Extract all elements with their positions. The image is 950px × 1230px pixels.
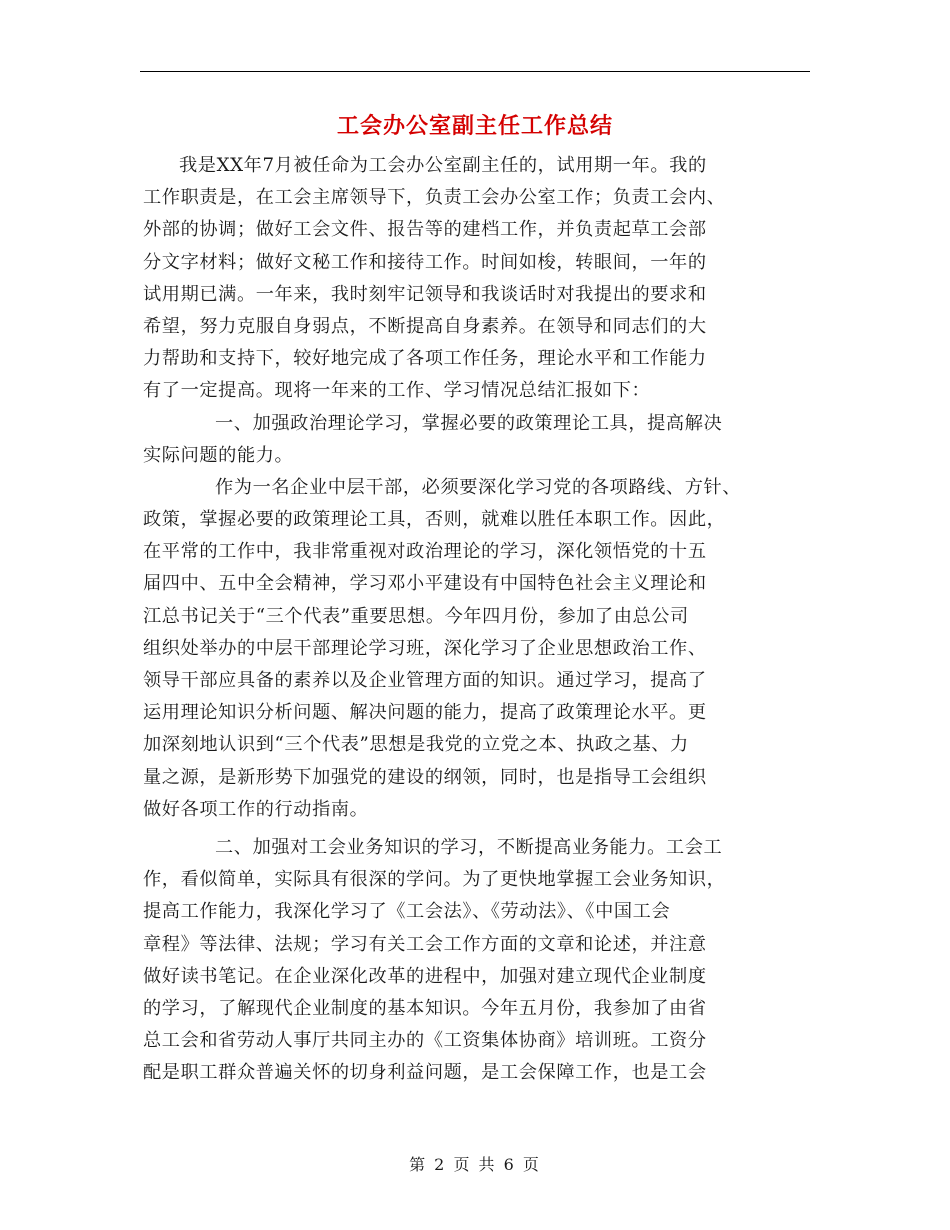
text-line: 加深刻地认识到“三个代表”思想是我党的立党之本、执政之基、力 xyxy=(143,734,689,756)
text-line: 试用期已满。一年来，我时刻牢记领导和我谈话时对我提出的要求和 xyxy=(143,283,707,305)
text-line: 有了一定提高。现将一年来的工作、学习情况总结汇报如下： xyxy=(143,380,651,402)
text-line: 分文字材料；做好文秘工作和接待工作。时间如梭，转眼间，一年的 xyxy=(143,251,707,273)
text-line: 领导干部应具备的素养以及企业管理方面的知识。通过学习，提高了 xyxy=(143,670,707,691)
page-number: 第 2 页 共 6 页 xyxy=(409,1155,541,1174)
text-line: 章程》等法律、法规；学习有关工会工作方面的文章和论述，并注意 xyxy=(143,933,707,955)
text-line: 组织处举办的中层干部理论学习班，深化学习了企业思想政治工作、 xyxy=(143,637,707,659)
text-line: 配是职工群众普遍关怀的切身利益问题，是工会保障工作，也是工会 xyxy=(143,1062,707,1084)
text-line: 运用理论知识分析问题、解决问题的能力，提高了政策理论水平。更 xyxy=(143,702,707,724)
document-body xyxy=(143,150,811,1089)
section-heading-line: 一、加强政治理论学习，掌握必要的政策理论工具，提高解决 xyxy=(215,412,723,434)
text-line: 提高工作能力，我深化学习了《工会法》、《劳动法》、《中国工会 xyxy=(143,901,671,923)
text-line: 作，看似简单，实际具有很深的学问。为了更快地掌握工会业务知识， xyxy=(143,869,726,891)
text-line: 工作职责是，在工会主席领导下，负责工会办公室工作；负责工会内、 xyxy=(143,187,726,209)
text-line: 作为一名企业中层干部，必须要深化学习党的各项路线、方针、 xyxy=(215,476,742,498)
text-line: 在平常的工作中，我非常重视对政治理论的学习，深化领悟党的十五 xyxy=(143,541,707,563)
text-line: 江总书记关于“三个代表”重要思想。今年四月份，参加了由总公司 xyxy=(143,605,689,627)
document-title: 工会办公室副主任工作总结 xyxy=(336,113,613,139)
text-line: 政策，掌握必要的政策理论工具，否则，就难以胜任本职工作。因此， xyxy=(143,509,726,531)
text-line: 我是XX年7月被任命为工会办公室副主任的，试用期一年。我的 xyxy=(179,155,707,176)
section-heading-line: 实际问题的能力。 xyxy=(143,444,294,466)
text-line: 届四中、五中全会精神，学习邓小平建设有中国特色社会主义理论和 xyxy=(143,573,707,595)
text-line: 希望，努力克服自身弱点，不断提高自身素养。在领导和同志们的大 xyxy=(143,315,707,337)
text-line: 量之源，是新形势下加强党的建设的纲领，同时，也是指导工会组织 xyxy=(143,766,707,788)
text-line: 做好读书笔记。在企业深化改革的进程中，加强对建立现代企业制度 xyxy=(143,965,707,987)
section-heading-line: 二、加强对工会业务知识的学习，不断提高业务能力。工会工 xyxy=(215,836,723,858)
text-line: 外部的协调；做好工会文件、报告等的建档工作，并负责起草工会部 xyxy=(143,219,707,241)
text-line: 力帮助和支持下，较好地完成了各项工作任务，理论水平和工作能力 xyxy=(143,348,707,370)
text-line: 的学习，了解现代企业制度的基本知识。今年五月份，我参加了由省 xyxy=(143,997,707,1019)
text-line: 总工会和省劳动人事厅共同主办的《工资集体协商》培训班。工资分 xyxy=(143,1030,707,1052)
text-line: 做好各项工作的行动指南。 xyxy=(143,798,369,820)
header-rule xyxy=(140,71,810,72)
